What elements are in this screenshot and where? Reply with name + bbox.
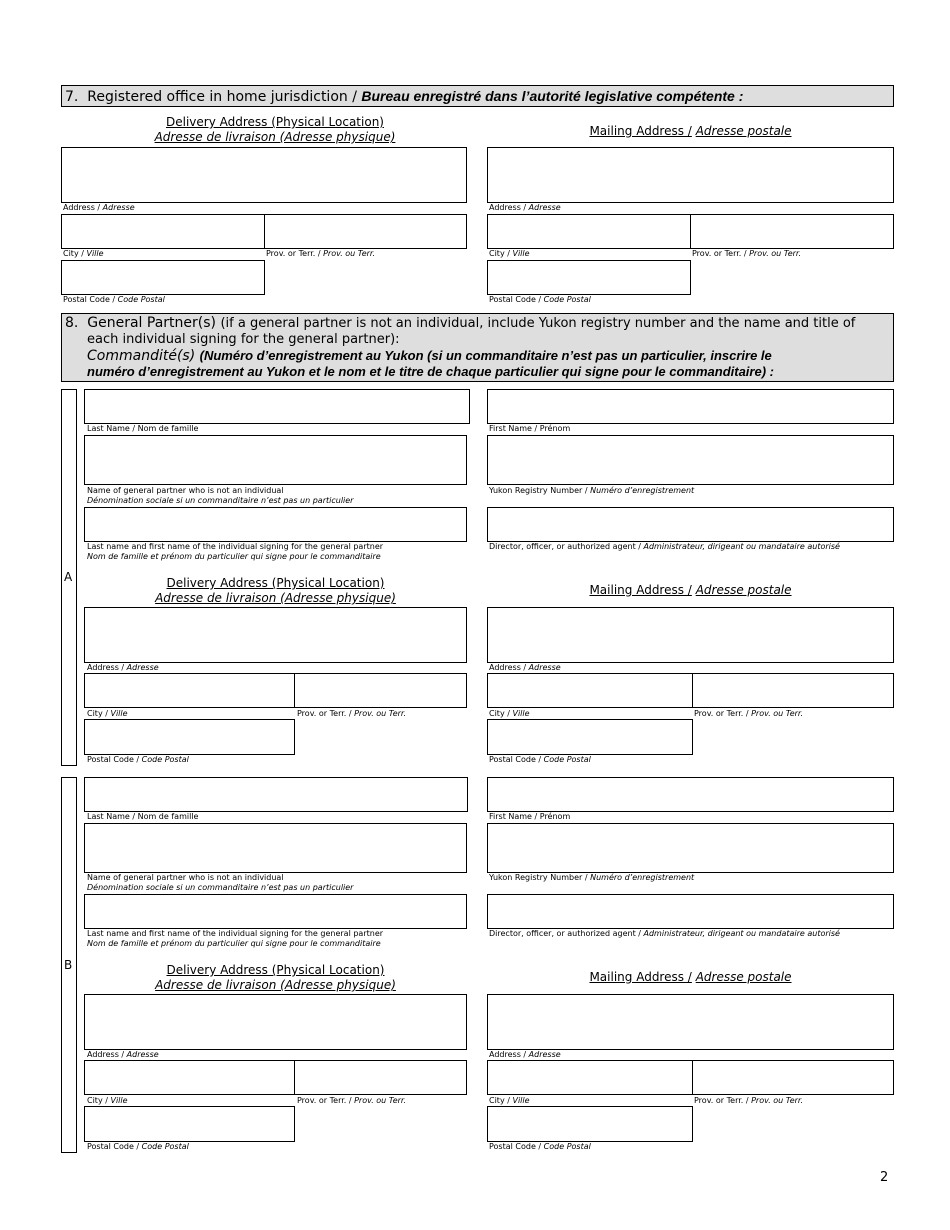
a-mailing-postal-label: Postal Code / Code Postal — [489, 755, 591, 764]
a-delivery-prov-field[interactable] — [294, 673, 467, 708]
b-mailing-prov-label: Prov. or Terr. / Prov. ou Terr. — [694, 1096, 803, 1105]
s7-mailing-postal-label: Postal Code / Code Postal — [489, 295, 591, 304]
b-delivery-prov-field[interactable] — [294, 1060, 467, 1095]
s7-delivery-address-label: Address / Adresse — [63, 203, 135, 212]
a-mailing-address-field[interactable] — [487, 607, 894, 663]
a-last-name-label: Last Name / Nom de famille — [87, 424, 199, 433]
b-last-name-label: Last Name / Nom de famille — [87, 812, 199, 821]
b-delivery-prov-label: Prov. or Terr. / Prov. ou Terr. — [297, 1096, 406, 1105]
a-delivery-postal-label: Postal Code / Code Postal — [87, 755, 189, 764]
a-delivery-city-field[interactable] — [84, 673, 295, 708]
b-first-name-label: First Name / Prénom — [489, 812, 571, 821]
mailing-address-heading: Mailing Address / Adresse postale — [589, 124, 792, 138]
b-delivery-address-label: Address / Adresse — [87, 1050, 159, 1059]
s7-delivery-postal-field[interactable] — [61, 260, 265, 295]
b-mailing-city-label: City / Ville — [489, 1096, 530, 1105]
a-delivery-city-label: City / Ville — [87, 709, 128, 718]
b-mailing-heading: Mailing Address / Adresse postale — [589, 970, 792, 984]
b-delivery-heading: Delivery Address (Physical Location) Adresse de livraison (Adresse physique) — [155, 963, 396, 992]
b-registry-label: Yukon Registry Number / Numéro d’enregistrement — [489, 873, 695, 882]
a-mailing-postal-field[interactable] — [487, 719, 693, 755]
a-delivery-address-field[interactable] — [84, 607, 467, 663]
s7-mailing-city-label: City / Ville — [489, 249, 530, 258]
s7-mailing-address-label: Address / Adresse — [489, 203, 561, 212]
a-signer-label: Last name and first name of the individual signing for the general partner Nom de famille et prénom du particulier qui signe pour le commanditaire — [87, 542, 384, 561]
a-first-name-label: First Name / Prénom — [489, 424, 571, 433]
b-mailing-address-field[interactable] — [487, 994, 894, 1050]
b-signer-label: Last name and first name of the individual signing for the general partner Nom de famille et prénom du particulier qui signe pour le commanditaire — [87, 929, 384, 948]
a-gp-name-field[interactable] — [84, 435, 467, 485]
b-registry-field[interactable] — [487, 823, 894, 873]
s7-mailing-prov-field[interactable] — [690, 214, 894, 249]
s7-delivery-prov-label: Prov. or Terr. / Prov. ou Terr. — [266, 249, 375, 258]
b-delivery-postal-field[interactable] — [84, 1106, 295, 1142]
b-mailing-address-label: Address / Adresse — [489, 1050, 561, 1059]
b-mailing-city-field[interactable] — [487, 1060, 693, 1095]
a-director-field[interactable] — [487, 507, 894, 542]
a-gp-name-label: Name of general partner who is not an individual Dénomination sociale si un commanditaire n’est pas un particulier — [87, 486, 354, 505]
s7-delivery-city-label: City / Ville — [63, 249, 104, 258]
b-gp-name-label: Name of general partner who is not an individual Dénomination sociale si un commanditaire n’est pas un particulier — [87, 873, 354, 892]
b-director-label: Director, officer, or authorized agent / Administrateur, dirigeant ou mandataire autorisé — [489, 929, 840, 938]
s7-mailing-city-field[interactable] — [487, 214, 691, 249]
partner-b-letter: B — [64, 958, 73, 972]
b-gp-name-field[interactable] — [84, 823, 467, 873]
s7-delivery-address-field[interactable] — [61, 147, 467, 203]
a-first-name-field[interactable] — [487, 389, 894, 424]
b-delivery-city-label: City / Ville — [87, 1096, 128, 1105]
b-delivery-address-field[interactable] — [84, 994, 467, 1050]
a-last-name-field[interactable] — [84, 389, 470, 424]
b-director-field[interactable] — [487, 894, 894, 929]
s7-delivery-prov-field[interactable] — [264, 214, 467, 249]
b-delivery-postal-label: Postal Code / Code Postal — [87, 1142, 189, 1151]
a-delivery-heading: Delivery Address (Physical Location) Adresse de livraison (Adresse physique) — [155, 576, 396, 605]
s7-delivery-city-field[interactable] — [61, 214, 265, 249]
b-delivery-city-field[interactable] — [84, 1060, 295, 1095]
b-first-name-field[interactable] — [487, 777, 894, 812]
a-mailing-heading: Mailing Address / Adresse postale — [589, 583, 792, 597]
b-last-name-field[interactable] — [84, 777, 468, 812]
page-number: 2 — [880, 1170, 889, 1185]
b-signer-field[interactable] — [84, 894, 467, 929]
b-mailing-postal-field[interactable] — [487, 1106, 693, 1142]
a-mailing-city-label: City / Ville — [489, 709, 530, 718]
s7-mailing-address-field[interactable] — [487, 147, 894, 203]
a-registry-field[interactable] — [487, 435, 894, 485]
b-mailing-postal-label: Postal Code / Code Postal — [489, 1142, 591, 1151]
section-7-header: 7. Registered office in home jurisdiction / Bureau enregistré dans l’autorité legislative compétente : — [61, 85, 894, 107]
section-8-header: 8. General Partner(s) (if a general partner is not an individual, include Yukon registry number and the name and title of each individual signing for the general partner): Commandité(s) (Numéro d’enregistrement au Yukon (si un commanditaire n’est pas un particulier, inscrire le numéro d’enregistrement au Yukon et le nom et le titre de chaque particulier qui signe pour le commanditaire) : — [61, 313, 894, 382]
a-mailing-city-field[interactable] — [487, 673, 693, 708]
s7-delivery-postal-label: Postal Code / Code Postal — [63, 295, 165, 304]
s7-mailing-prov-label: Prov. or Terr. / Prov. ou Terr. — [692, 249, 801, 258]
a-delivery-postal-field[interactable] — [84, 719, 295, 755]
a-registry-label: Yukon Registry Number / Numéro d’enregistrement — [489, 486, 695, 495]
a-mailing-prov-field[interactable] — [692, 673, 894, 708]
s7-mailing-postal-field[interactable] — [487, 260, 691, 295]
a-mailing-prov-label: Prov. or Terr. / Prov. ou Terr. — [694, 709, 803, 718]
a-mailing-address-label: Address / Adresse — [489, 663, 561, 672]
a-signer-field[interactable] — [84, 507, 467, 542]
a-director-label: Director, officer, or authorized agent / Administrateur, dirigeant ou mandataire autorisé — [489, 542, 840, 551]
a-delivery-prov-label: Prov. or Terr. / Prov. ou Terr. — [297, 709, 406, 718]
delivery-address-heading: Delivery Address (Physical Location) Adresse de livraison (Adresse physique) — [154, 115, 396, 144]
b-mailing-prov-field[interactable] — [692, 1060, 894, 1095]
a-delivery-address-label: Address / Adresse — [87, 663, 159, 672]
partner-a-letter: A — [64, 570, 73, 584]
